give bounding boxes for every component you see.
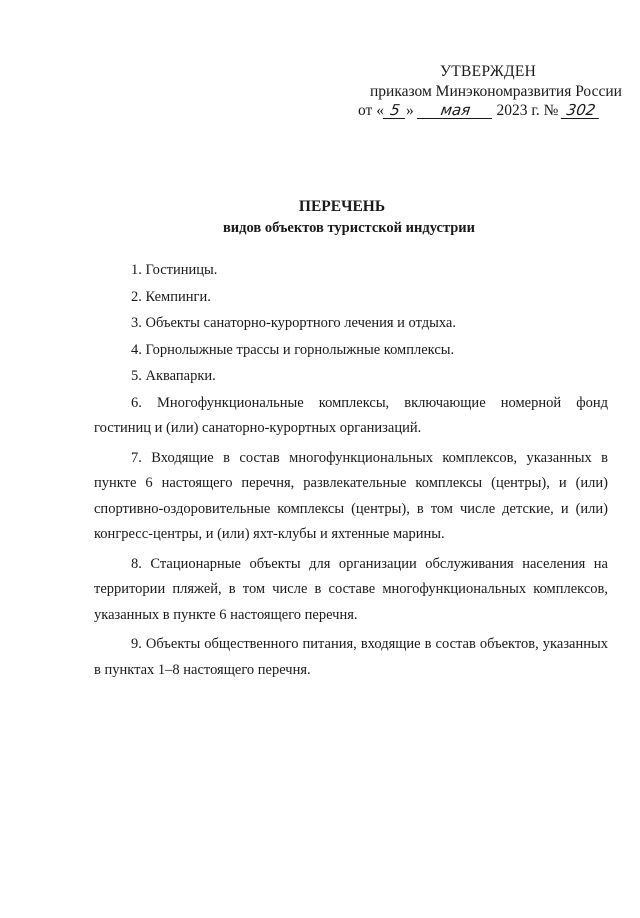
list-item: 6. Многофункциональные комплексы, включающие номерной фонд гостиниц и (или) санаторно-курортных организаций. [94,394,608,436]
handwritten-order-number: 302 [561,102,601,119]
date-year: 2023 г. № [496,102,559,119]
approval-order-text: приказом Минэкономразвития России [370,83,622,100]
list-item: 8. Стационарные объекты для организации обслуживания населения на территории пляжей, в том числе в составе многофункциональных комплексов, указанных в пункте 6 настоящего перечня. [94,555,608,623]
list-item: 4. Горнолыжные трассы и горнолыжные комплексы. [131,341,455,358]
date-mid: » [405,102,414,119]
approval-date-line [358,101,600,121]
document-subtitle: видов объектов туристской индустрии [222,220,476,236]
list-item: 9. Объекты общественного питания, входящие в состав объектов, указанных в пунктах 1–8 настоящего перечня. [94,636,608,678]
list-item: 7. Входящие в состав многофункциональных комплексов, указанных в пункте 6 настоящего перечня, развлекательные комплексы (центры), и (или) спортивно-оздоровительные комплексы (центры), в том числе детские, и (или) конгресс-центры, и (или) яхт-клубы и яхтенные марины. [94,449,608,542]
date-prefix: от « [358,102,384,119]
objects-list [94,258,608,684]
document-heading [0,196,640,238]
list-item: 3. Объекты санаторно-курортного лечения и отдыха. [131,315,456,331]
list-item: 2. Кемпинги. [131,288,211,305]
handwritten-day: 5 [383,102,407,119]
list-item: 1. Гостиницы. [131,262,218,278]
list-item: 5. Аквапарки. [131,368,216,384]
approval-title: УТВЕРЖДЕН [440,63,537,80]
document-title: ПЕРЕЧЕНЬ [298,198,386,215]
handwritten-month: мая [416,102,493,119]
